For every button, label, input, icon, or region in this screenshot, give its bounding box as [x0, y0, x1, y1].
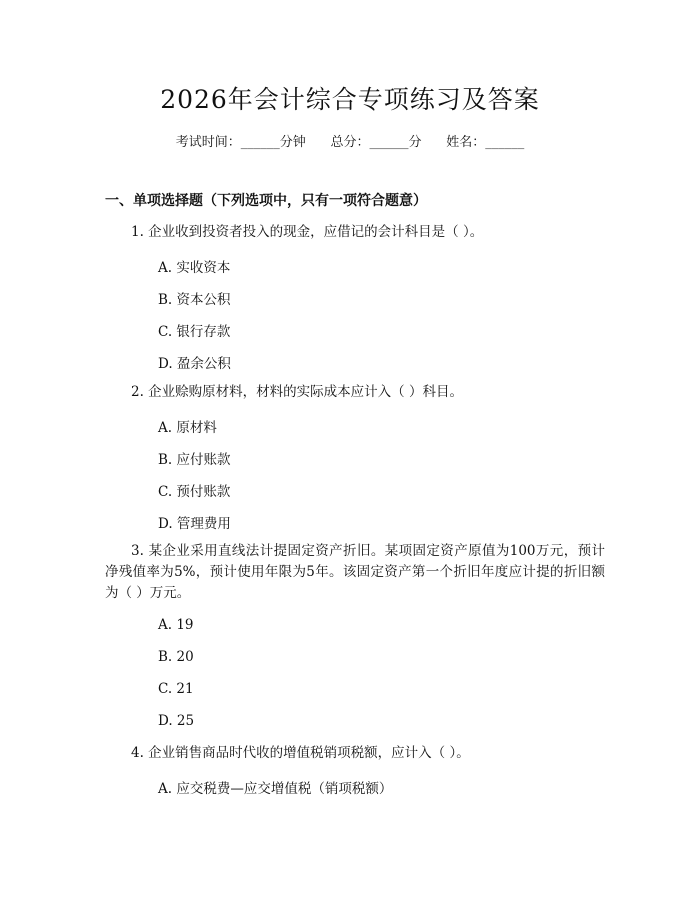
- question-4: 4. 企业销售商品时代收的增值税销项税额，应计入（ ）。: [131, 745, 470, 761]
- question-1-option-a: A. 实收资本: [158, 260, 231, 276]
- question-2-option-a: A. 原材料: [158, 420, 217, 436]
- exam-info-line: 考试时间：______分钟 总分：______分 姓名：______: [175, 135, 525, 150]
- question-2: 2. 企业赊购原材料，材料的实际成本应计入（ ）科目。: [131, 384, 463, 400]
- question-1-option-b: B. 资本公积: [158, 292, 231, 308]
- section-heading-single-choice: 一、单项选择题（下列选项中，只有一项符合题意）: [105, 193, 427, 209]
- question-2-option-b: B. 应付账款: [158, 452, 231, 468]
- question-1-option-d: D. 盈余公积: [158, 356, 231, 372]
- question-3-option-c: C. 21: [158, 681, 194, 697]
- question-3-option-b: B. 20: [158, 649, 194, 665]
- question-1: 1. 企业收到投资者投入的现金，应借记的会计科目是（ ）。: [131, 224, 484, 240]
- document-title: 2026年会计综合专项练习及答案: [160, 85, 540, 114]
- question-3: 3. 某企业采用直线法计提固定资产折旧。某项固定资产原值为100万元，预计净残值率为5%，预计使用年限为5年。该固定资产第一个折旧年度应计提的折旧额为（ ）万元。: [105, 543, 605, 601]
- question-2-option-c: C. 预付账款: [158, 484, 231, 500]
- question-3-option-d: D. 25: [158, 713, 195, 729]
- question-3-option-a: A. 19: [158, 617, 194, 633]
- question-4-option-a: A. 应交税费—应交增值税（销项税额）: [158, 781, 393, 797]
- question-1-option-c: C. 银行存款: [158, 324, 231, 340]
- question-2-option-d: D. 管理费用: [158, 516, 231, 532]
